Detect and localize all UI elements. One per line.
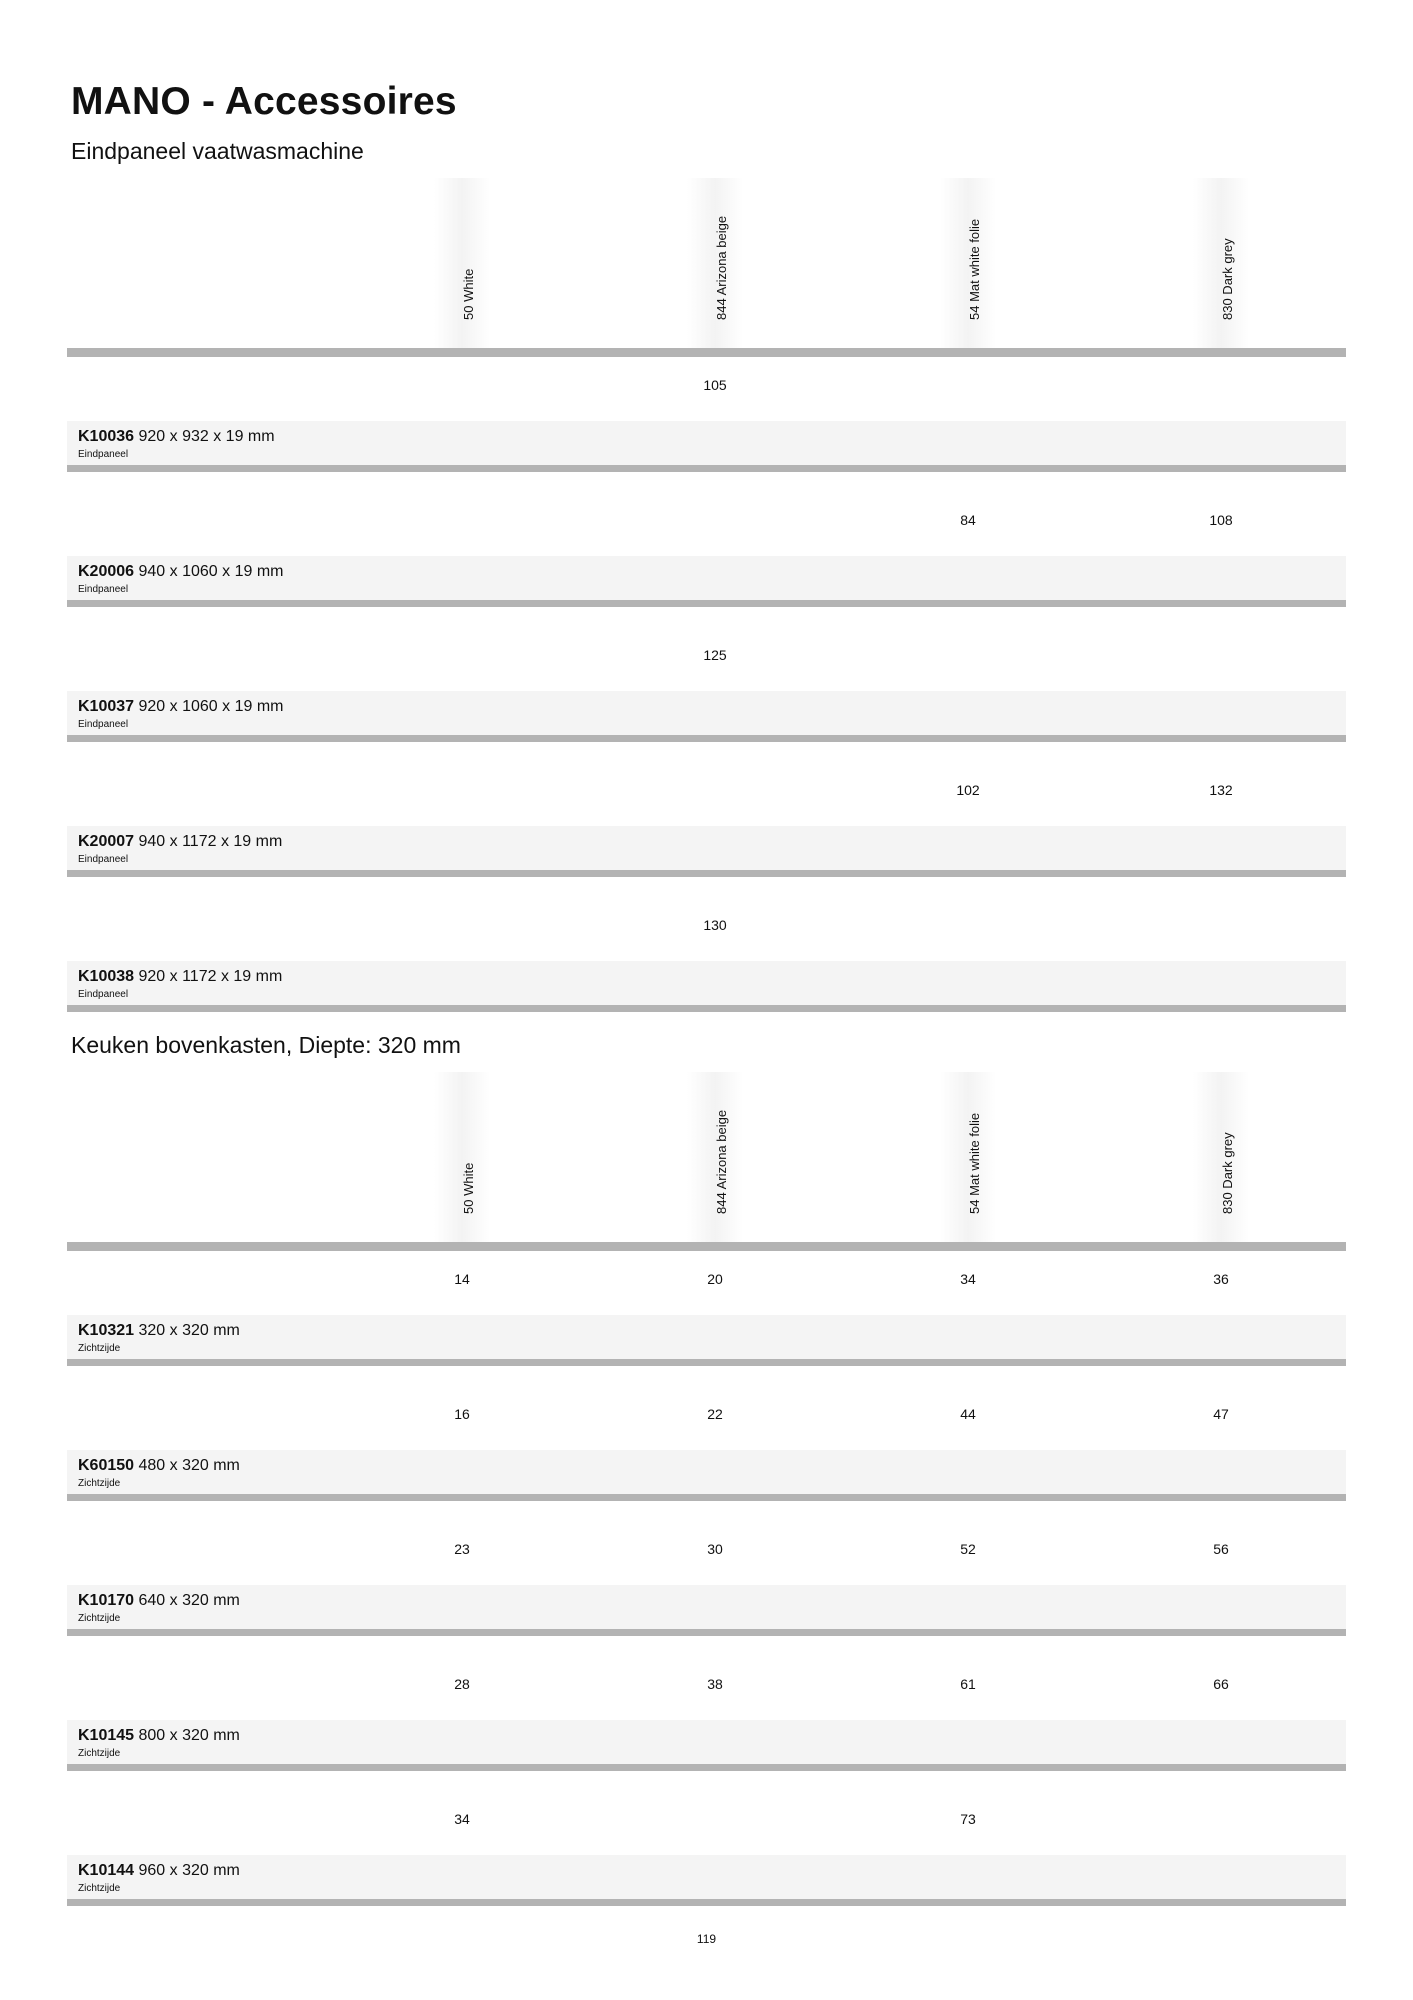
article-type: Zichtzijde (78, 1883, 121, 1894)
price-cell: 108 (1209, 512, 1233, 528)
row-divider (67, 870, 1346, 877)
article-code: K10037 (78, 698, 135, 715)
article-code: K10170 (78, 1592, 135, 1609)
price-cell: 22 (707, 1406, 723, 1422)
price-cell: 34 (454, 1811, 470, 1827)
article-dimensions: 800 x 320 mm (138, 1727, 240, 1744)
price-cell: 14 (454, 1271, 470, 1287)
article-dimensions: 940 x 1060 x 19 mm (138, 563, 284, 580)
article-band (67, 1450, 1346, 1494)
page-number: 119 (696, 1932, 717, 1946)
article-band (67, 1855, 1346, 1899)
article-code: K10038 (78, 968, 135, 985)
article-type: Eindpaneel (78, 719, 129, 730)
price-cell: 132 (1209, 782, 1233, 798)
header-divider (67, 1242, 1346, 1251)
row-divider (67, 1899, 1346, 1906)
article-line (78, 563, 283, 581)
article-type: Zichtzijde (78, 1613, 121, 1624)
article-code: K20007 (78, 833, 135, 850)
article-code: K10036 (78, 428, 135, 445)
article-type: Eindpaneel (78, 449, 129, 460)
column-header (1193, 178, 1249, 348)
article-code: K10145 (78, 1727, 135, 1744)
row-divider (67, 1005, 1346, 1012)
row-divider (67, 600, 1346, 607)
article-line (78, 698, 283, 716)
price-cell: 105 (703, 377, 727, 393)
table-row (67, 1251, 1346, 1386)
article-type: Zichtzijde (78, 1478, 121, 1489)
article-band (67, 1315, 1346, 1359)
article-code: K20006 (78, 563, 135, 580)
article-type: Zichtzijde (78, 1343, 121, 1354)
price-cell: 66 (1213, 1676, 1229, 1692)
price-cell: 28 (454, 1676, 470, 1692)
article-dimensions: 640 x 320 mm (138, 1592, 240, 1609)
price-cell: 20 (707, 1271, 723, 1287)
price-cell: 36 (1213, 1271, 1229, 1287)
table-row (67, 1656, 1346, 1791)
table-row (67, 1521, 1346, 1656)
price-cell: 30 (707, 1541, 723, 1557)
article-band (67, 1585, 1346, 1629)
row-divider (67, 1359, 1346, 1366)
column-header (940, 1072, 996, 1242)
article-code: K60150 (78, 1457, 135, 1474)
table-row (67, 897, 1346, 1032)
header-divider (67, 348, 1346, 357)
article-type: Eindpaneel (78, 854, 129, 865)
article-type: Eindpaneel (78, 584, 129, 595)
article-line (78, 1322, 240, 1340)
column-header (687, 1072, 743, 1242)
article-code: K10144 (78, 1862, 135, 1879)
row-divider (67, 1764, 1346, 1771)
article-type: Eindpaneel (78, 989, 129, 1000)
price-cell: 56 (1213, 1541, 1229, 1557)
row-divider (67, 465, 1346, 472)
column-label: 844 Arizona beige (714, 1109, 729, 1214)
price-cell: 73 (960, 1811, 976, 1827)
article-dimensions: 940 x 1172 x 19 mm (138, 833, 283, 850)
page-title: MANO - Accessoires (71, 80, 457, 123)
article-line (78, 428, 275, 446)
article-line (78, 1457, 240, 1475)
column-label: 830 Dark grey (1220, 1132, 1235, 1214)
column-header (940, 178, 996, 348)
table-row (67, 492, 1346, 627)
article-dimensions: 920 x 1060 x 19 mm (138, 698, 284, 715)
price-table (0, 178, 1413, 1018)
section-title: Keuken bovenkasten, Diepte: 320 mm (71, 1032, 461, 1058)
column-label: 844 Arizona beige (714, 215, 729, 320)
column-header (687, 178, 743, 348)
price-cell: 130 (703, 917, 727, 933)
price-cell: 52 (960, 1541, 976, 1557)
article-line (78, 1862, 240, 1880)
row-divider (67, 735, 1346, 742)
table-row (67, 627, 1346, 762)
article-type: Zichtzijde (78, 1748, 121, 1759)
table-row (67, 1386, 1346, 1521)
column-label: 830 Dark grey (1220, 238, 1235, 320)
article-dimensions: 480 x 320 mm (138, 1457, 240, 1474)
column-header (1193, 1072, 1249, 1242)
price-cell: 34 (960, 1271, 976, 1287)
column-header (434, 1072, 490, 1242)
price-table (0, 1072, 1413, 1912)
row-divider (67, 1629, 1346, 1636)
article-line (78, 833, 282, 851)
column-label: 50 White (461, 268, 476, 320)
price-cell: 16 (454, 1406, 470, 1422)
article-dimensions: 320 x 320 mm (138, 1322, 240, 1339)
price-cell: 125 (703, 647, 727, 663)
column-label: 54 Mat white folie (967, 218, 982, 320)
price-cell: 23 (454, 1541, 470, 1557)
table-row (67, 1791, 1346, 1926)
section-title: Eindpaneel vaatwasmachine (71, 138, 364, 164)
article-dimensions: 920 x 932 x 19 mm (138, 428, 275, 445)
price-cell: 47 (1213, 1406, 1229, 1422)
price-cell: 84 (960, 512, 976, 528)
column-label: 54 Mat white folie (967, 1112, 982, 1214)
article-code: K10321 (78, 1322, 135, 1339)
column-header (434, 178, 490, 348)
column-label: 50 White (461, 1162, 476, 1214)
row-divider (67, 1494, 1346, 1501)
price-cell: 38 (707, 1676, 723, 1692)
article-band (67, 1720, 1346, 1764)
article-line (78, 1727, 240, 1745)
article-line (78, 1592, 240, 1610)
table-row (67, 357, 1346, 492)
article-line (78, 968, 282, 986)
price-cell: 61 (960, 1676, 976, 1692)
article-dimensions: 960 x 320 mm (138, 1862, 240, 1879)
price-cell: 102 (956, 782, 980, 798)
article-dimensions: 920 x 1172 x 19 mm (138, 968, 283, 985)
price-cell: 44 (960, 1406, 976, 1422)
table-row (67, 762, 1346, 897)
